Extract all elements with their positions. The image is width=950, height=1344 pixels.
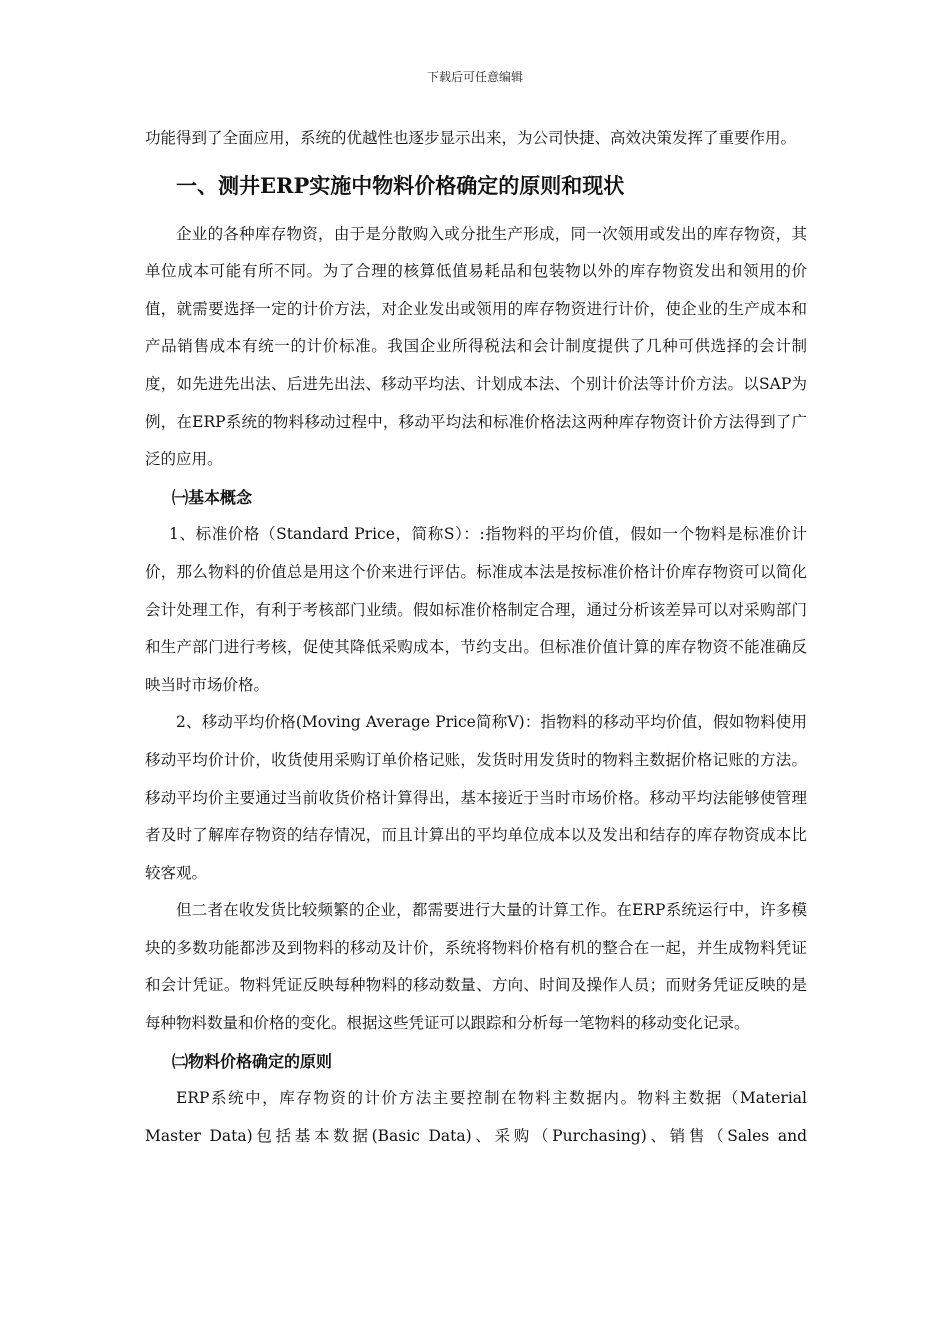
subsection-title-principles: ㈡物料价格确定的原则 (172, 1051, 333, 1071)
standard-price-paragraph: 1、标准价格（Standard Price，简称S）：:指物料的平均价值，假如一个物料是标准价计价，那么物料的价值总是用这个价来进行评估。标准成本法是按标准价格计价库存物资可以简化会计处理工作，有利于考核部门业绩。假如标准价格制定合理，通过分析该差异可以对采购部门和生产部门进行考核，促使其降低采购成本，节约支出。但标准价值计算的库存物资不能准确反映当时市场价格。 (145, 525, 807, 694)
principle-paragraph-line-2: Master Data)包括基本数据(Basic Data)、采购（Purchasing)、销售（Sales and (145, 1126, 807, 1145)
section-paragraph: 企业的各种库存物资，由于是分散购入或分批生产形成，同一次领用或发出的库存物资，其单位成本可能有所不同。为了合理的核算低值易耗品和包装物以外的库存物资发出和领用的价值，就需要选择一定的计价方法，对企业发出或领用的库存物资进行计价，使企业的生产成本和产品销售成本有统一的计价标准。我国企业所得税法和会计制度提供了几种可供选择的会计制度，如先进先出法、后进先出法、移动平均法、计划成本法、个别计价法等计价方法。以SAP为例，在ERP系统的物料移动过程中，移动平均法和标准价格法这两种库存物资计价方法得到了广泛的应用。 (145, 224, 807, 469)
intro-paragraph: 功能得到了全面应用，系统的优越性也逐步显示出来，为公司快捷、高效决策发挥了重要作用。 (145, 129, 797, 147)
section-title: 一、测井ERP实施中物料价格确定的原则和现状 (176, 172, 625, 198)
comparison-paragraph: 但二者在收发货比较频繁的企业，都需要进行大量的计算工作。在ERP系统运行中，许多模块的多数功能都涉及到物料的移动及计价，系统将物料价格有机的整合在一起，并生成物料凭证和会计凭证。物料凭证反映每种物料的移动数量、方向、时间及操作人员；而财务凭证反映的是每种物料数量和价格的变化。根据这些凭证可以跟踪和分析每一笔物料的移动变化记录。 (145, 901, 807, 1033)
principle-paragraph-line-1: ERP系统中，库存物资的计价方法主要控制在物料主数据内。物料主数据（Material (176, 1089, 807, 1108)
subsection-title-basic-concepts: ㈠基本概念 (172, 487, 253, 507)
page-header: 下载后可任意编辑 (426, 70, 523, 84)
document-body (145, 120, 807, 1155)
moving-average-paragraph: 2、移动平均价格(Moving Average Price简称V)：指物料的移动平均价值，假如物料使用移动平均价计价，收货使用采购订单价格记账，发货时用发货时的物料主数据价格记账的方法。移动平均价主要通过当前收货价格计算得出，基本接近于当时市场价格。移动平均法能够使管理者及时了解库存物资的结存情况，而且计算出的平均单位成本以及发出和结存的库存物资成本比较客观。 (145, 713, 807, 882)
